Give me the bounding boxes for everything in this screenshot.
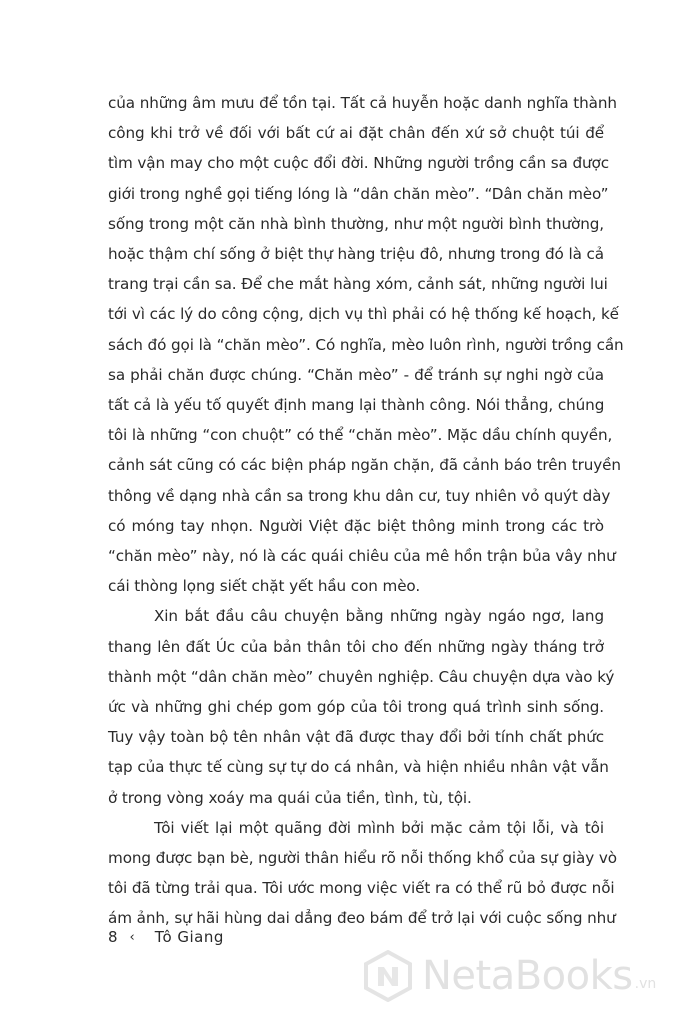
text-line: tìm vận may cho một cuộc đổi đời. Những người trồng cần sa được	[108, 154, 609, 173]
paragraph-1	[108, 88, 624, 601]
page-body	[108, 88, 624, 934]
text-line: “chăn mèo” này, nó là các quái chiêu của mê hồn trận bủa vây như	[108, 547, 616, 566]
text-line: Tuy vậy toàn bộ tên nhân vật đã được thay đổi bởi tính chất phức	[108, 728, 604, 747]
text-line: ở trong vòng xoáy ma quái của tiền, tình, tù, tội.	[108, 788, 472, 807]
paragraph-2	[108, 601, 615, 812]
watermark	[362, 950, 656, 1002]
text-line: thành một “dân chăn mèo” chuyên nghiệp. Câu chuyện dựa vào ký	[108, 667, 615, 686]
text-line: Tôi viết lại một quãng đời mình bởi mặc cảm tội lỗi, và tôi	[154, 818, 604, 837]
text-line: sa phải chăn được chúng. “Chăn mèo” - để tránh sự nghi ngờ của	[108, 365, 604, 384]
text-line: có móng tay nhọn. Người Việt đặc biệt thông minh trong các trò	[108, 516, 604, 535]
text-line: thang lên đất Úc của bản thân tôi cho đến những ngày tháng trở	[108, 637, 604, 656]
text-line: trang trại cần sa. Để che mắt hàng xóm, cảnh sát, những người lui	[108, 275, 608, 294]
text-line: cái thòng lọng siết chặt yết hầu con mèo.	[108, 577, 421, 596]
text-line: ám ảnh, sự hãi hùng dai dẳng đeo bám để trở lại với cuộc sống như	[108, 909, 616, 928]
watermark-suffix: .vn	[634, 976, 657, 992]
netabooks-logo-icon	[362, 950, 414, 1002]
text-line: tạp của thực tế cùng sự tự do cá nhân, và hiện nhiều nhân vật vẫn	[108, 758, 609, 777]
text-line: tất cả là yếu tố quyết định mang lại thành công. Nói thẳng, chúng	[108, 396, 605, 415]
text-line: tôi là những “con chuột” có thể “chăn mèo”. Mặc dầu chính quyền,	[108, 426, 613, 445]
text-line: sách đó gọi là “chăn mèo”. Có nghĩa, mèo luôn rình, người trồng cần	[108, 335, 624, 354]
text-line: hoặc thậm chí sống ở biệt thự hàng triệu đô, nhưng trong đó là cả	[108, 245, 604, 264]
watermark-brand: NetaBooks	[422, 953, 633, 999]
text-line: sống trong một căn nhà bình thường, như một người bình thường,	[108, 214, 604, 233]
text-line: thông về dạng nhà cần sa trong khu dân cư, tuy nhiên vỏ quýt dày	[108, 486, 611, 505]
chevron-left-icon: ‹	[129, 929, 135, 945]
text-line: Xin bắt đầu câu chuyện bằng những ngày ngáo ngơ, lang	[154, 607, 604, 626]
text-line: ức và những ghi chép gom góp của tôi trong quá trình sinh sống.	[108, 698, 604, 717]
page-number: 8	[108, 928, 118, 946]
paragraph-3	[108, 813, 617, 934]
page-footer	[108, 928, 224, 946]
text-line: tới vì các lý do công cộng, dịch vụ thì phải có hệ thống kế hoạch, kế	[108, 305, 619, 324]
author-name: Tô Giang	[154, 928, 224, 946]
text-line: công khi trở về đối với bất cứ ai đặt chân đến xứ sở chuột túi để	[108, 124, 604, 143]
text-line: tôi đã từng trải qua. Tôi ước mong việc viết ra có thể rũ bỏ được nỗi	[108, 879, 615, 898]
text-line: cảnh sát cũng có các biện pháp ngăn chặn, đã cảnh báo trên truyền	[108, 456, 621, 475]
text-line: của những âm mưu để tồn tại. Tất cả huyễn hoặc danh nghĩa thành	[108, 94, 617, 112]
text-line: mong được bạn bè, người thân hiểu rõ nỗi thống khổ của sự giày vò	[108, 849, 617, 868]
text-line: giới trong nghề gọi tiếng lóng là “dân chăn mèo”. “Dân chăn mèo”	[108, 184, 609, 203]
